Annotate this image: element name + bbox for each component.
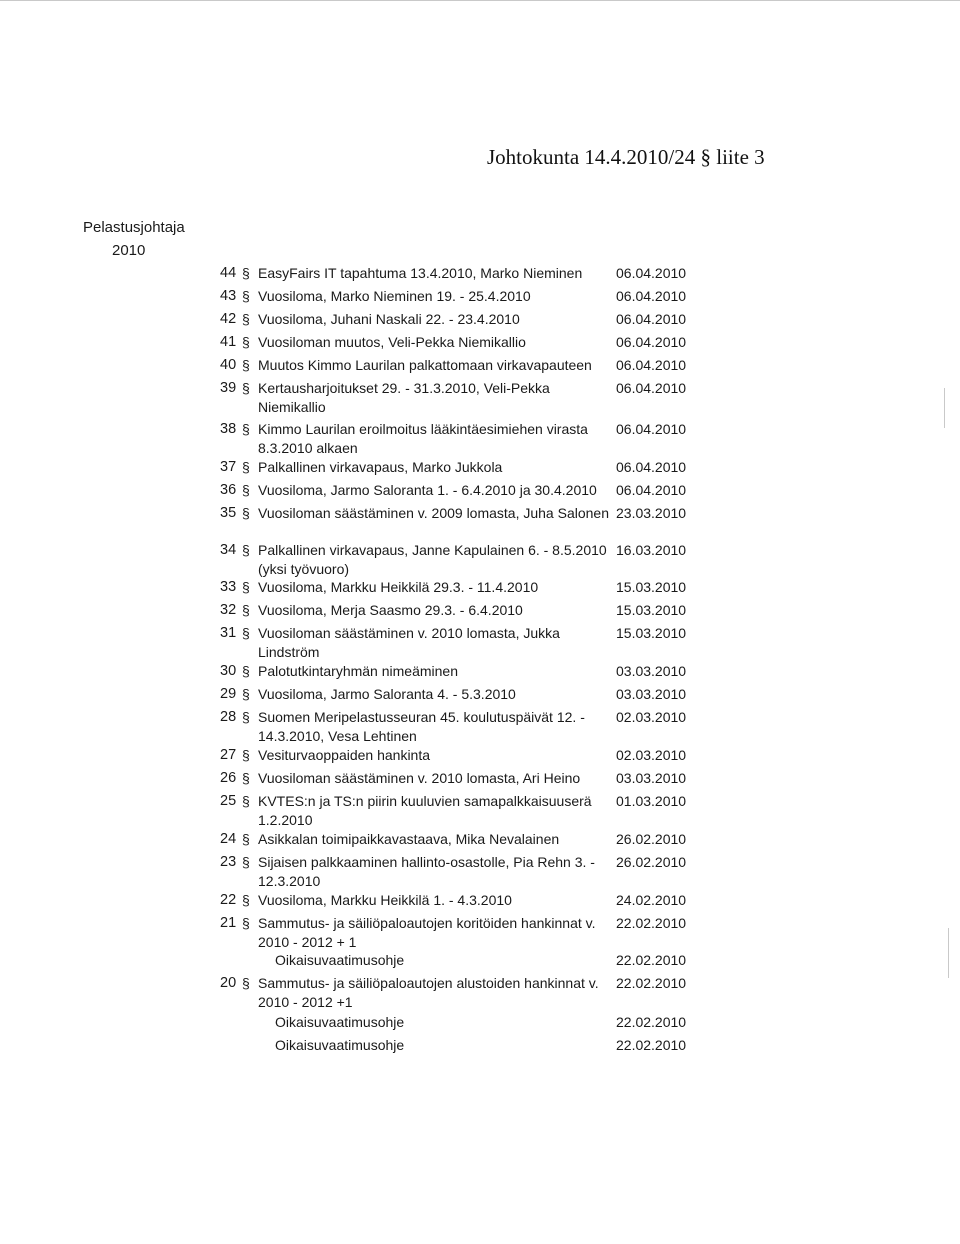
- entry-attachment-title: Oikaisuvaatimusohje: [275, 1014, 405, 1030]
- entry-date: 06.04.2010: [616, 421, 687, 437]
- entry-attachment-title: Oikaisuvaatimusohje: [275, 952, 405, 968]
- entry-title: EasyFairs IT tapahtuma 13.4.2010, Marko Nieminen: [258, 265, 583, 281]
- entry-title: Vuosiloman säästäminen v. 2010 lomasta, Jukka Lindström: [258, 625, 560, 660]
- entry-title: Sammutus- ja säiliöpaloautojen alustoiden hankinnat v. 2010 - 2012 +1: [258, 975, 599, 1010]
- entry-date: 02.03.2010: [616, 747, 687, 763]
- entry-date: 06.04.2010: [616, 334, 687, 350]
- entry-number: 35: [220, 505, 237, 521]
- entry-title: Vuosiloman säästäminen v. 2010 lomasta, Ari Heino: [258, 770, 581, 786]
- entry-number: 21: [220, 915, 237, 931]
- section-sign: §: [242, 357, 250, 373]
- entry-date: 26.02.2010: [616, 854, 687, 870]
- entry-number: 38: [220, 421, 237, 437]
- entry-title: Vuosiloma, Merja Saasmo 29.3. - 6.4.2010: [258, 602, 523, 618]
- entry-date: 22.02.2010: [616, 1037, 687, 1053]
- section-sign: §: [242, 770, 250, 786]
- entry-title: Palotutkintaryhmän nimeäminen: [258, 663, 458, 679]
- section-sign: §: [242, 709, 250, 725]
- entry-title: Kimmo Laurilan eroilmoitus lääkintäesimiehen virasta 8.3.2010 alkaen: [258, 421, 588, 456]
- section-sign: §: [242, 380, 250, 396]
- entry-number: 29: [220, 686, 237, 702]
- entry-title: Sijaisen palkkaaminen hallinto-osastolle, Pia Rehn 3. - 12.3.2010: [258, 854, 595, 889]
- entry-title: Vuosiloman säästäminen v. 2009 lomasta, Juha Salonen: [258, 505, 609, 521]
- section-sign: §: [242, 625, 250, 641]
- entry-date: 06.04.2010: [616, 380, 687, 396]
- entry-number: 36: [220, 482, 237, 498]
- entry-title: Vuosiloma, Markku Heikkilä 29.3. - 11.4.2010: [258, 579, 539, 595]
- entry-date: 16.03.2010: [616, 542, 687, 558]
- section-sign: §: [242, 311, 250, 327]
- entry-number: 23: [220, 854, 237, 870]
- year-label: 2010: [112, 242, 146, 259]
- section-sign: §: [242, 663, 250, 679]
- entry-date: 03.03.2010: [616, 663, 687, 679]
- entry-number: 25: [220, 793, 237, 809]
- entry-date: 02.03.2010: [616, 709, 687, 725]
- entry-title: Vesiturvaoppaiden hankinta: [258, 747, 431, 763]
- entry-title: Vuosiloman muutos, Veli-Pekka Niemikallio: [258, 334, 526, 350]
- section-sign: §: [242, 542, 250, 558]
- entry-date: 23.03.2010: [616, 505, 687, 521]
- entry-number: 20: [220, 975, 237, 991]
- entry-title: Vuosiloma, Jarmo Saloranta 4. - 5.3.2010: [258, 686, 516, 702]
- scan-artifact-top: [0, 0, 960, 1]
- entry-date: 15.03.2010: [616, 579, 687, 595]
- scan-artifact-right-1: [944, 388, 945, 428]
- entry-title: Kertausharjoitukset 29. - 31.3.2010, Veli-Pekka Niemikallio: [258, 380, 550, 415]
- entry-number: 37: [220, 459, 237, 475]
- entry-title: Vuosiloma, Jarmo Saloranta 1. - 6.4.2010 ja 30.4.2010: [258, 482, 597, 498]
- entry-title: Muutos Kimmo Laurilan palkattomaan virkavapauteen: [258, 357, 592, 373]
- entry-number: 28: [220, 709, 237, 725]
- section-sign: §: [242, 334, 250, 350]
- section-sign: §: [242, 975, 250, 991]
- section-sign: §: [242, 831, 250, 847]
- entry-number: 30: [220, 663, 237, 679]
- section-sign: §: [242, 892, 250, 908]
- section-sign: §: [242, 288, 250, 304]
- entry-title: Asikkalan toimipaikkavastaava, Mika Nevalainen: [258, 831, 560, 847]
- section-sign: §: [242, 505, 250, 521]
- section-sign: §: [242, 747, 250, 763]
- entry-date: 22.02.2010: [616, 1014, 687, 1030]
- entry-attachment-title: Oikaisuvaatimusohje: [275, 1037, 405, 1053]
- entry-title: Palkallinen virkavapaus, Janne Kapulainen 6. - 8.5.2010 (yksi työvuoro): [258, 542, 607, 577]
- entry-title: KVTES:n ja TS:n piirin kuuluvien samapalkkaisuuserä 1.2.2010: [258, 793, 592, 828]
- entry-number: 33: [220, 579, 237, 595]
- entry-date: 26.02.2010: [616, 831, 687, 847]
- department-label: Pelastusjohtaja: [83, 219, 185, 236]
- section-sign: §: [242, 793, 250, 809]
- entry-title: Suomen Meripelastusseuran 45. koulutuspäivät 12. - 14.3.2010, Vesa Lehtinen: [258, 709, 585, 744]
- section-sign: §: [242, 915, 250, 931]
- entry-number: 31: [220, 625, 237, 641]
- entry-number: 43: [220, 288, 237, 304]
- entry-date: 06.04.2010: [616, 482, 687, 498]
- entry-date: 24.02.2010: [616, 892, 687, 908]
- entry-date: 22.02.2010: [616, 952, 687, 968]
- entry-date: 01.03.2010: [616, 793, 687, 809]
- entry-number: 42: [220, 311, 237, 327]
- entry-number: 26: [220, 770, 237, 786]
- scan-artifact-right-2: [948, 928, 949, 978]
- entry-title: Vuosiloma, Markku Heikkilä 1. - 4.3.2010: [258, 892, 512, 908]
- section-sign: §: [242, 459, 250, 475]
- entry-title: Sammutus- ja säiliöpaloautojen koritöiden hankinnat v. 2010 - 2012 + 1: [258, 915, 596, 950]
- entry-title: Palkallinen virkavapaus, Marko Jukkola: [258, 459, 503, 475]
- section-sign: §: [242, 602, 250, 618]
- entry-number: 41: [220, 334, 237, 350]
- entry-date: 06.04.2010: [616, 288, 687, 304]
- entry-number: 32: [220, 602, 237, 618]
- entry-date: 06.04.2010: [616, 311, 687, 327]
- entry-number: 39: [220, 380, 237, 396]
- entry-date: 15.03.2010: [616, 602, 687, 618]
- entry-date: 06.04.2010: [616, 357, 687, 373]
- section-sign: §: [242, 265, 250, 281]
- section-sign: §: [242, 579, 250, 595]
- entry-date: 03.03.2010: [616, 686, 687, 702]
- section-sign: §: [242, 421, 250, 437]
- entry-date: 06.04.2010: [616, 265, 687, 281]
- section-sign: §: [242, 686, 250, 702]
- section-sign: §: [242, 854, 250, 870]
- entry-number: 40: [220, 357, 237, 373]
- entry-title: Vuosiloma, Juhani Naskali 22. - 23.4.2010: [258, 311, 520, 327]
- entry-date: 15.03.2010: [616, 625, 687, 641]
- entry-date: 03.03.2010: [616, 770, 687, 786]
- entry-number: 22: [220, 892, 237, 908]
- entry-date: 22.02.2010: [616, 975, 687, 991]
- section-sign: §: [242, 482, 250, 498]
- document-header-title: Johtokunta 14.4.2010/24 § liite 3: [487, 145, 765, 169]
- entry-number: 27: [220, 747, 237, 763]
- entry-title: Vuosiloma, Marko Nieminen 19. - 25.4.2010: [258, 288, 531, 304]
- entry-date: 06.04.2010: [616, 459, 687, 475]
- entry-number: 44: [220, 265, 237, 281]
- entry-date: 22.02.2010: [616, 915, 687, 931]
- entry-number: 24: [220, 831, 237, 847]
- entry-number: 34: [220, 542, 237, 558]
